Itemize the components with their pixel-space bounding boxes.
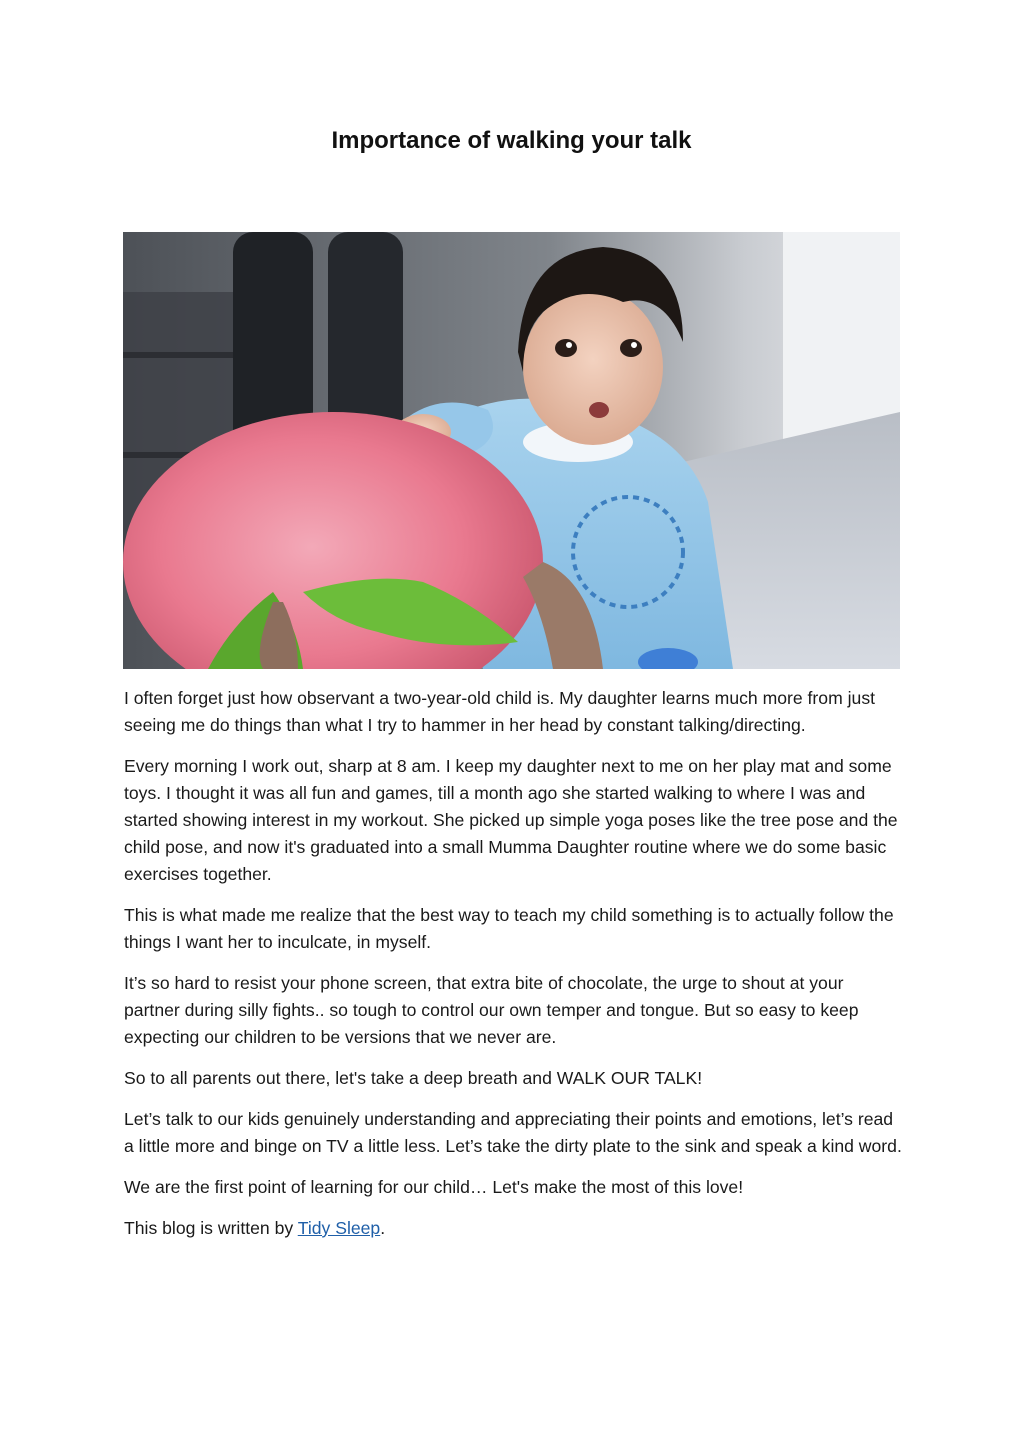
paragraph: This is what made me realize that the best way to teach my child something is to actually follow the things I want her to inculcate, in myself.	[124, 905, 894, 952]
tidy-sleep-link[interactable]: Tidy Sleep	[297, 1218, 381, 1238]
footer-prefix: This blog is written by	[124, 1218, 298, 1238]
paragraph: Let’s talk to our kids genuinely understanding and appreciating their points and emotions, let’s read a little more and binge on TV a little less. Let’s take the dirty plate to the sink and speak a kind word.	[124, 1109, 902, 1156]
child-with-toy-photo	[123, 232, 900, 669]
page-title: Importance of walking your talk	[331, 127, 692, 154]
footer-suffix: .	[380, 1218, 386, 1238]
paragraph: Every morning I work out, sharp at 8 am. I keep my daughter next to me on her play mat and some toys. I thought it was all fun and games, till a month ago she started walking to where I was and started showing interest in my workout. She picked up simple yoga poses like the tree pose and the child pose, and now it's graduated into a small Mumma Daughter routine where we do some basic exercises together.	[124, 756, 898, 884]
article-body	[124, 685, 904, 1256]
paragraph: I often forget just how observant a two-year-old child is. My daughter learns much more from just seeing me do things than what I try to hammer in her head by constant talking/directing.	[124, 688, 875, 735]
paragraph: So to all parents out there, let's take a deep breath and WALK OUR TALK!	[124, 1068, 703, 1088]
paragraph: It’s so hard to resist your phone screen, that extra bite of chocolate, the urge to shout at your partner during silly fights.. so tough to control our own temper and tongue. But so easy to keep expecting our children to be versions that we never are.	[124, 973, 859, 1047]
footer-paragraph	[124, 1215, 904, 1242]
paragraph: We are the first point of learning for our child… Let's make the most of this love!	[124, 1177, 744, 1197]
